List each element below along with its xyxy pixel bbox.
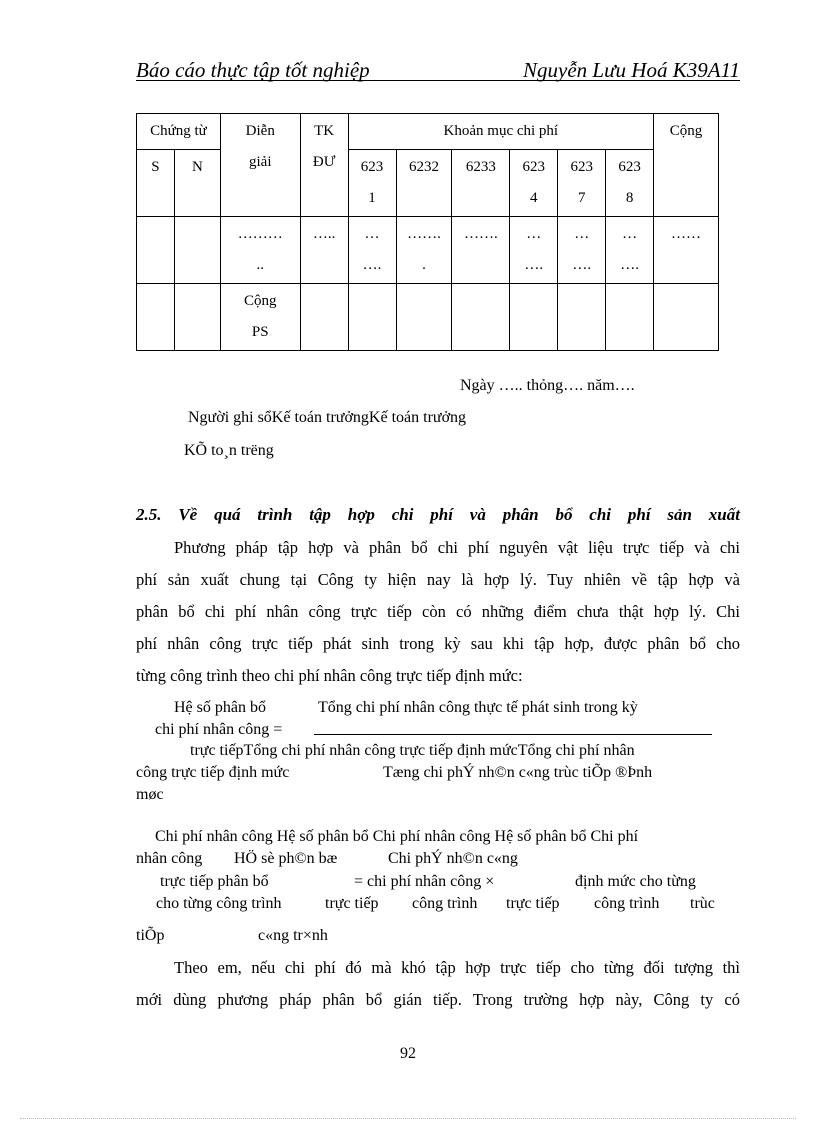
paragraph1-line4: phí nhân công trực tiếp phát sinh trong kỳ sau khi tập hợp, được phân bổ cho <box>136 634 740 653</box>
dots: … <box>574 226 590 242</box>
signers-garbled-line: KÕ to¸n trëng <box>184 442 274 459</box>
header-diengiai-line1: Diễn <box>245 123 275 139</box>
account-6238-line1: 623 <box>618 159 641 175</box>
paragraph1-line5: từng công trình theo chi phí nhân công trực tiếp định mức: <box>136 666 523 685</box>
dots: … <box>622 226 638 242</box>
date-line: Ngày ….. thỏng…. năm…. <box>460 377 635 394</box>
cell-empty <box>606 284 654 351</box>
cell-empty <box>510 284 558 351</box>
formula2-line2c: Chi phÝ nh©n c«ng <box>388 850 518 867</box>
dots: ….. <box>312 226 336 242</box>
account-6237-line1: 623 <box>570 159 593 175</box>
cell-empty <box>654 284 719 351</box>
paragraph2-line1: Theo em, nếu chi phí đó mà khó tập hợp trực tiếp cho từng đối tượng thì <box>174 958 740 977</box>
dots: …… <box>671 226 702 242</box>
paragraph2-line2: mới dùng phương pháp phân bổ gián tiếp. Trong trường hợp này, Công ty có <box>136 990 740 1009</box>
signers-line: Người ghi sổKế toán trưởngKế toán trưởng <box>188 409 467 426</box>
formula2-line4e: công trình <box>594 895 660 912</box>
formula2-line3c: định mức cho từng <box>575 873 696 890</box>
account-6231 <box>348 150 396 217</box>
header-n: N <box>174 150 220 217</box>
fraction-line <box>314 734 712 735</box>
cell-empty <box>452 284 510 351</box>
cell-tk <box>300 217 348 284</box>
table-total-row <box>137 284 719 351</box>
formula2-line5a: tiÕp <box>136 927 165 944</box>
cell-diengiai <box>220 217 300 284</box>
account-6234-line1: 623 <box>522 159 546 175</box>
header-tk-line1: TK <box>314 123 335 139</box>
cell-6231 <box>348 217 396 284</box>
cell-6232 <box>396 217 452 284</box>
dots: ……. <box>464 226 498 242</box>
expense-ledger-table <box>136 113 719 351</box>
dots: …. <box>572 257 592 273</box>
page-number: 92 <box>400 1045 416 1062</box>
account-6231-line2: 1 <box>368 190 376 206</box>
formula1-line4b: Tæng chi phÝ nh©n c«ng trùc tiÕp ®Þnh <box>383 764 653 781</box>
account-6233: 6233 <box>452 150 510 217</box>
header-tk <box>300 114 348 217</box>
cell-empty <box>300 284 348 351</box>
header-khoanmuc: Khoản mục chi phí <box>348 114 653 150</box>
cell-total-label <box>220 284 300 351</box>
table-row <box>137 217 719 284</box>
cell-6233 <box>452 217 510 284</box>
dots: … <box>364 226 380 242</box>
cell-6238 <box>606 217 654 284</box>
paragraph1-line3: phân bổ chi phí nhân công trực tiếp còn có những điểm chưa thật hợp lý. Chi <box>136 602 740 621</box>
cell-empty <box>558 284 606 351</box>
dots: …. <box>620 257 639 273</box>
header-tk-line2: ĐƯ <box>312 154 336 170</box>
cell-empty <box>396 284 452 351</box>
header-author: Nguyễn Lưu Hoá K39A11 <box>523 58 740 82</box>
account-6231-line1: 623 <box>360 159 384 175</box>
account-6238 <box>606 150 654 217</box>
formula1-line5: møc <box>136 786 164 803</box>
dots: ……… <box>237 226 283 242</box>
header-s: S <box>137 150 175 217</box>
formula2-line5b: c«ng tr×nh <box>258 927 328 944</box>
cell-s <box>137 217 175 284</box>
cell-6237 <box>558 217 606 284</box>
formula2-line3b: = chi phí nhân công × <box>354 873 495 890</box>
header-report-title: Báo cáo thực tập tốt nghiệp <box>136 58 370 82</box>
account-6234-line2: 4 <box>530 190 538 206</box>
cell-empty <box>348 284 396 351</box>
account-6237-line2: 7 <box>577 190 586 206</box>
formula2-line4f: trùc <box>690 895 715 912</box>
paragraph1-line1: Phương pháp tập hợp và phân bổ chi phí nguyên vật liệu trực tiếp và chi <box>174 538 740 557</box>
formula1-lhs: chi phí nhân công = <box>155 721 283 738</box>
total-label-line1: Cộng <box>244 293 277 309</box>
header-chungtu: Chứng từ <box>137 114 221 150</box>
dots: ……. <box>407 226 441 242</box>
footer-divider <box>20 1118 796 1119</box>
formula2-line1: Chi phí nhân công Hệ số phân bổ Chi phí nhân công Hệ số phân bổ Chi phí <box>155 828 639 845</box>
dots: . <box>422 257 426 273</box>
header-diengiai-line2: giải <box>249 154 272 170</box>
paragraph1-line2: phí sản xuất chung tại Công ty hiện nay là hợp lý. Tuy nhiên về tập hợp và <box>136 570 740 589</box>
header-rule <box>136 80 740 81</box>
formula2-line3a: trực tiếp phân bổ <box>160 873 269 890</box>
account-6234 <box>510 150 558 217</box>
header-cong: Cộng <box>654 114 719 217</box>
account-6232: 6232 <box>396 150 452 217</box>
formula2-line4d: trực tiếp <box>506 895 560 912</box>
cell-n <box>174 217 220 284</box>
formula1-coef-label: Hệ số phân bổ <box>174 699 266 716</box>
account-6237 <box>558 150 606 217</box>
dots: …. <box>524 257 544 273</box>
cell-6234 <box>510 217 558 284</box>
cell-s <box>137 284 175 351</box>
section-heading: 2.5. Về quá trình tập hợp chi phí và phân bổ chi phí sản xuất <box>136 505 740 524</box>
formula1-line3: trực tiếpTổng chi phí nhân công trực tiếp định mứcTổng chi phí nhân <box>190 742 635 759</box>
formula2-line4c: công trình <box>412 895 478 912</box>
table-header-row <box>137 114 719 150</box>
formula2-line2b: HÖ sè ph©n bæ <box>234 850 338 867</box>
dots: … <box>526 226 542 242</box>
account-6238-line2: 8 <box>625 190 634 206</box>
cell-cong <box>654 217 719 284</box>
dots: …. <box>362 257 382 273</box>
formula2-line4b: trực tiếp <box>325 895 379 912</box>
cell-n <box>174 284 220 351</box>
total-label-line2: PS <box>251 324 269 340</box>
dots: .. <box>256 257 264 273</box>
header-diengiai <box>220 114 300 217</box>
formula2-line4a: cho từng công trình <box>156 895 282 912</box>
formula1-numerator: Tổng chi phí nhân công thực tế phát sinh trong kỳ <box>318 699 638 716</box>
formula2-line2a: nhân công <box>136 850 203 867</box>
formula1-line4a: công trực tiếp định mức <box>136 764 290 781</box>
